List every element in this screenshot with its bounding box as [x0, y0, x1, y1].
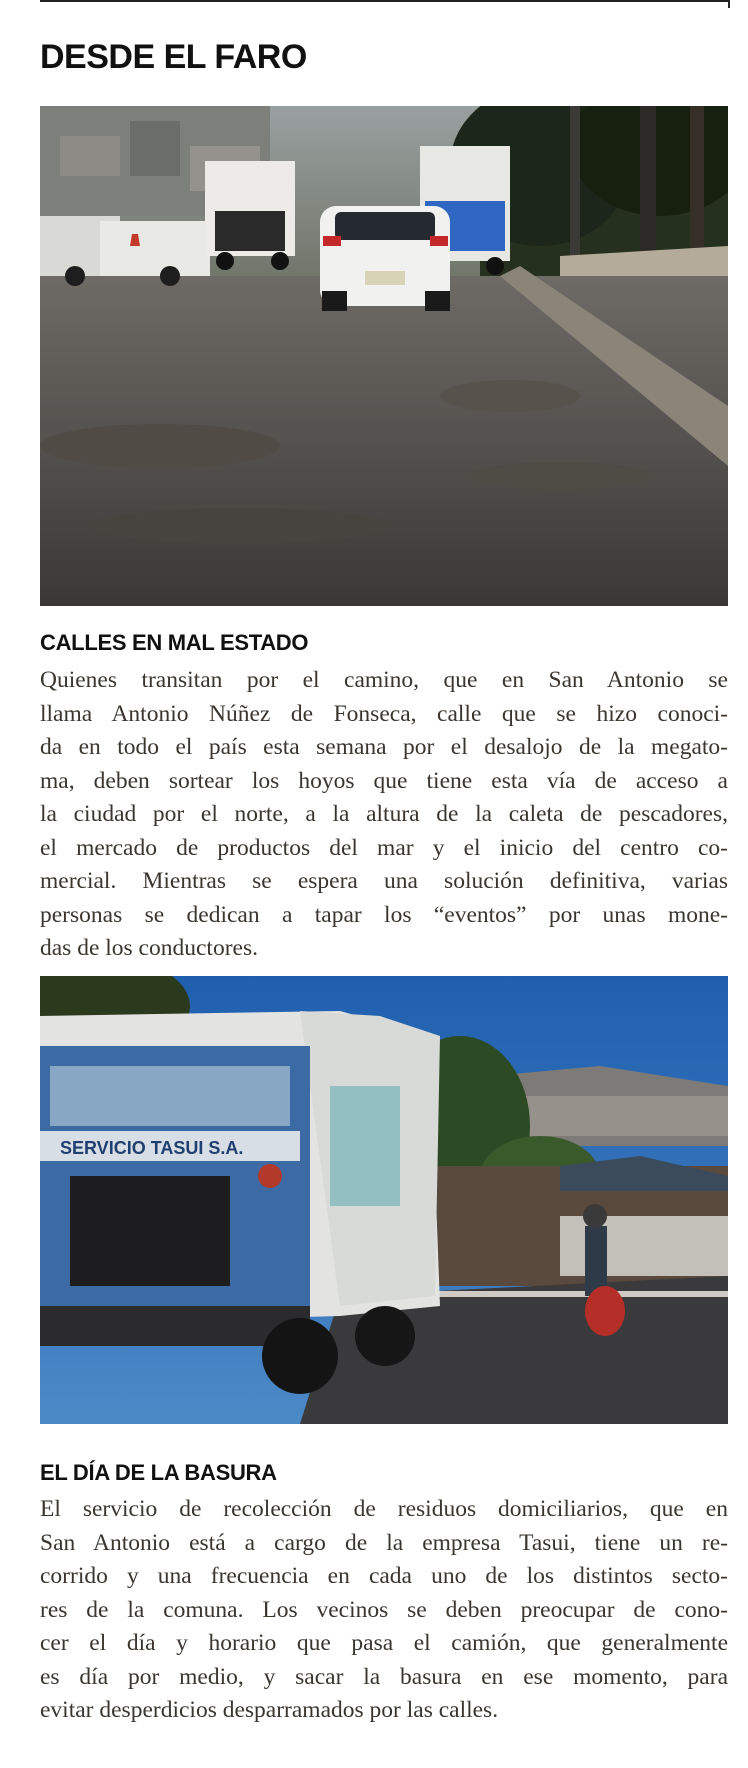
garbage-truck-photo — [40, 976, 728, 1424]
story-line: llama Antonio Núñez de Fonseca, calle que se hizo conoci- — [40, 700, 728, 727]
story-line: mercial. Mientras se espera una solución definitiva, varias — [40, 868, 728, 894]
top-rule — [40, 0, 730, 2]
story-heading-garbage: EL DÍA DE LA BASURA — [40, 1460, 277, 1485]
story-body-garbage — [40, 1493, 728, 1728]
story-line: das de los conductores. — [40, 935, 258, 961]
story-line: personas se dedican a tapar los “eventos” por unas mone- — [40, 901, 728, 928]
story-line: Quienes transitan por el camino, que en San Antonio se — [40, 667, 728, 693]
top-rule-corner — [728, 0, 730, 8]
section-title: DESDE EL FARO — [40, 38, 307, 76]
street-potholes-photo — [40, 106, 728, 606]
story-heading-streets: CALLES EN MAL ESTADO — [40, 630, 309, 655]
story-line: res de la comuna. Los vecinos se deben preocupar de cono- — [40, 1596, 728, 1623]
story-body-streets — [40, 664, 728, 966]
story-line: El servicio de recolección de residuos domiciliarios, que en — [40, 1496, 728, 1522]
truck-lettering: SERVICIO TASUI S.A. — [60, 1138, 244, 1158]
story-line: la ciudad por el norte, a la altura de la caleta de pescadores, — [40, 801, 728, 827]
story-line: da en todo el país esta semana por el desalojo de la megato- — [40, 734, 728, 760]
story-line: cer el día y horario que pasa el camión, que generalmente — [40, 1630, 728, 1656]
story-line: el mercado de productos del mar y el inicio del centro co- — [40, 834, 728, 861]
story-line: San Antonio está a cargo de la empresa Tasui, tiene un re- — [40, 1529, 728, 1556]
story-line: ma, deben sortear los hoyos que tiene esta vía de acceso a — [40, 767, 728, 794]
story-line: es día por medio, y sacar la basura en ese momento, para — [40, 1663, 728, 1690]
story-line: corrido y una frecuencia en cada uno de los distintos secto- — [40, 1563, 728, 1589]
story-line: evitar desperdicios desparramados por las calles. — [40, 1697, 499, 1723]
